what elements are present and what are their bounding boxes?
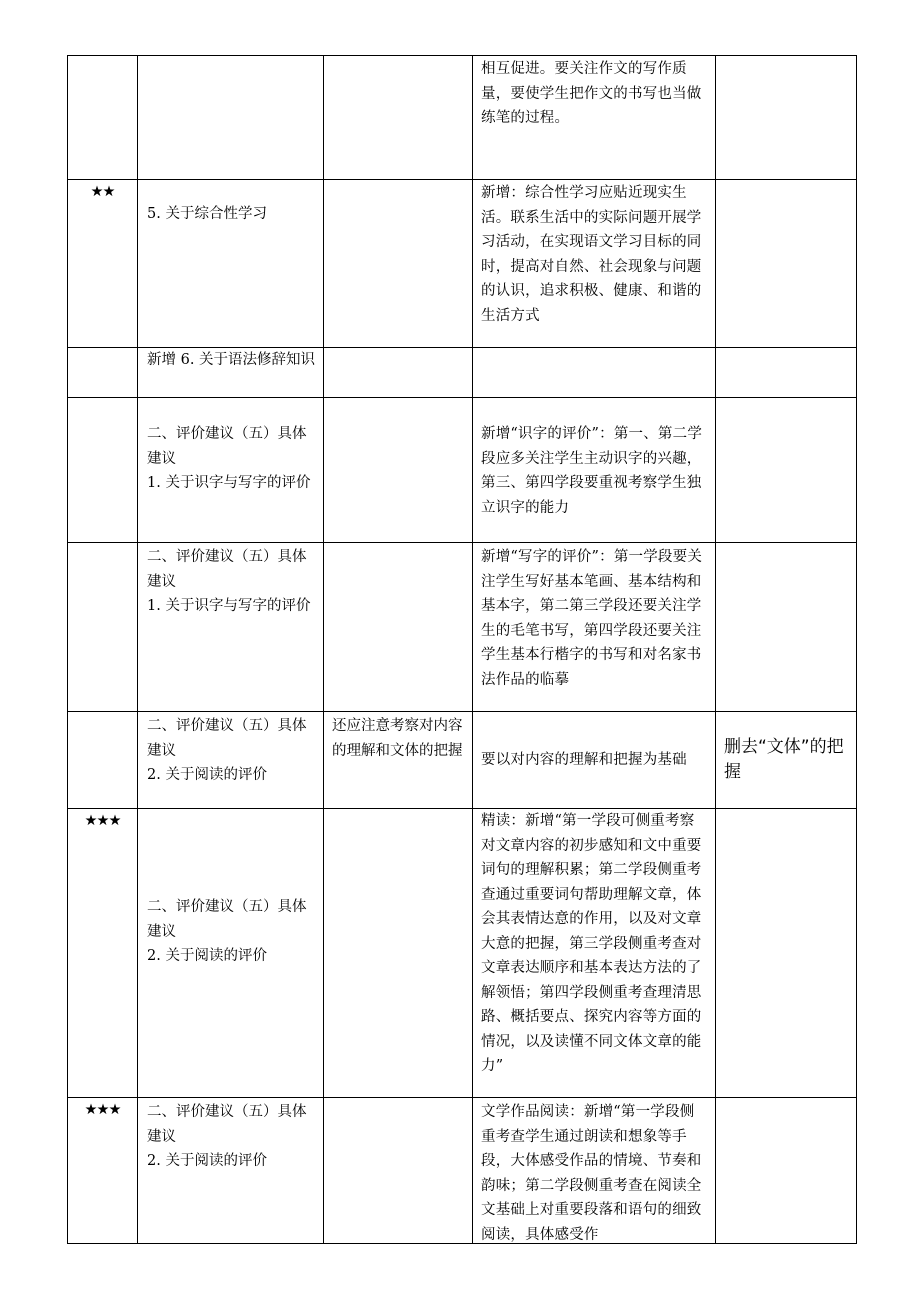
- importance-mark: ★★★: [68, 809, 138, 1098]
- change-text: 相互促进。要关注作文的写作质量，要使学生把作文的书写也当做练笔的过程。: [481, 61, 702, 126]
- change-cell: [473, 56, 716, 180]
- item-cell: [138, 56, 324, 180]
- importance-mark: ★★★: [68, 1098, 138, 1244]
- item-text: 二、评价建议（五）具体建议 1. 关于识字与写字的评价: [147, 426, 311, 491]
- table-row: [68, 712, 857, 809]
- change-cell: [473, 398, 716, 543]
- importance-mark: [68, 543, 138, 712]
- note-cell: [716, 543, 857, 712]
- note-cell: [716, 809, 857, 1098]
- change-text: 新增“写字的评价”：第一学段要关注学生写好基本笔画、基本结构和基本字，第二第三学段还要关注学生的毛笔书写，第四学段还要关注学生基本行楷字的书写和对名家书法作品的临摹: [481, 549, 703, 688]
- item-text: 5. 关于综合性学习: [147, 206, 267, 222]
- change-cell: [473, 1098, 716, 1244]
- old-text-cell: [324, 180, 473, 348]
- item-text: 二、评价建议（五）具体建议 1. 关于识字与写字的评价: [147, 549, 311, 614]
- table-row: [68, 56, 857, 180]
- change-text: 新增“识字的评价”：第一、第二学段应多关注学生主动识字的兴趣，第三、第四学段要重视考察学生独立识字的能力: [481, 426, 703, 516]
- importance-mark: [68, 348, 138, 398]
- change-cell: [473, 712, 716, 809]
- old-text-cell: [324, 712, 473, 809]
- importance-mark: [68, 56, 138, 180]
- importance-mark: [68, 398, 138, 543]
- importance-mark: ★★: [68, 180, 138, 348]
- comparison-table: [67, 55, 857, 1244]
- old-text-cell: [324, 348, 473, 398]
- old-text: 还应注意考察对内容的理解和文体的把握: [332, 718, 463, 759]
- change-cell: [473, 809, 716, 1098]
- item-cell: [138, 543, 324, 712]
- change-text: 新增：综合性学习应贴近现实生活。联系生活中的实际问题开展学习活动，在实现语文学习目标的同时，提高对自然、社会现象与问题的认识，追求积极、健康、和谐的生活方式: [481, 185, 702, 324]
- note-cell: [716, 56, 857, 180]
- change-text: 精读：新增“第一学段可侧重考察对文章内容的初步感知和文中重要词句的理解积累；第二学段侧重考查通过重要词句帮助理解文章，体会其表情达意的作用，以及对文章大意的把握，第三学段侧重考查对文章表达顺序和基本表达方法的了解领悟；第四学段侧重考查理清思路、概括要点、探究内容等方面的情况，以及读懂不同文体文章的能力”: [481, 813, 702, 1074]
- table-row: [68, 348, 857, 398]
- table-row: [68, 809, 857, 1098]
- change-text: 文学作品阅读：新增“第一学段侧重考查学生通过朗读和想象等手段，大体感受作品的情境、节奏和韵味；第二学段侧重考查在阅读全文基础上对重要段落和语句的细致阅读，具体感受作: [481, 1104, 702, 1243]
- table-row: [68, 543, 857, 712]
- item-cell: [138, 398, 324, 543]
- note-cell: [716, 712, 857, 809]
- item-cell: [138, 180, 324, 348]
- note-cell: [716, 180, 857, 348]
- change-cell: [473, 543, 716, 712]
- item-cell: [138, 712, 324, 809]
- item-text: 二、评价建议（五）具体建议 2. 关于阅读的评价: [147, 899, 307, 965]
- item-cell: [138, 348, 324, 398]
- old-text-cell: [324, 809, 473, 1098]
- change-cell: [473, 348, 716, 398]
- item-text: 二、评价建议（五）具体建议 2. 关于阅读的评价: [147, 718, 307, 783]
- old-text-cell: [324, 1098, 473, 1244]
- note-cell: [716, 348, 857, 398]
- item-text: 新增 6. 关于语法修辞知识: [147, 352, 316, 368]
- table-row: [68, 398, 857, 543]
- table-row: [68, 1098, 857, 1244]
- old-text-cell: [324, 543, 473, 712]
- note-cell: [716, 398, 857, 543]
- note-text: 删去“文体”的把握: [724, 737, 844, 782]
- old-text-cell: [324, 398, 473, 543]
- old-text-cell: [324, 56, 473, 180]
- table-row: [68, 180, 857, 348]
- change-text: 要以对内容的理解和把握为基础: [481, 751, 687, 768]
- item-cell: [138, 809, 324, 1098]
- item-text: 二、评价建议（五）具体建议 2. 关于阅读的评价: [147, 1104, 307, 1169]
- importance-mark: [68, 712, 138, 809]
- change-cell: [473, 180, 716, 348]
- item-cell: [138, 1098, 324, 1244]
- note-cell: [716, 1098, 857, 1244]
